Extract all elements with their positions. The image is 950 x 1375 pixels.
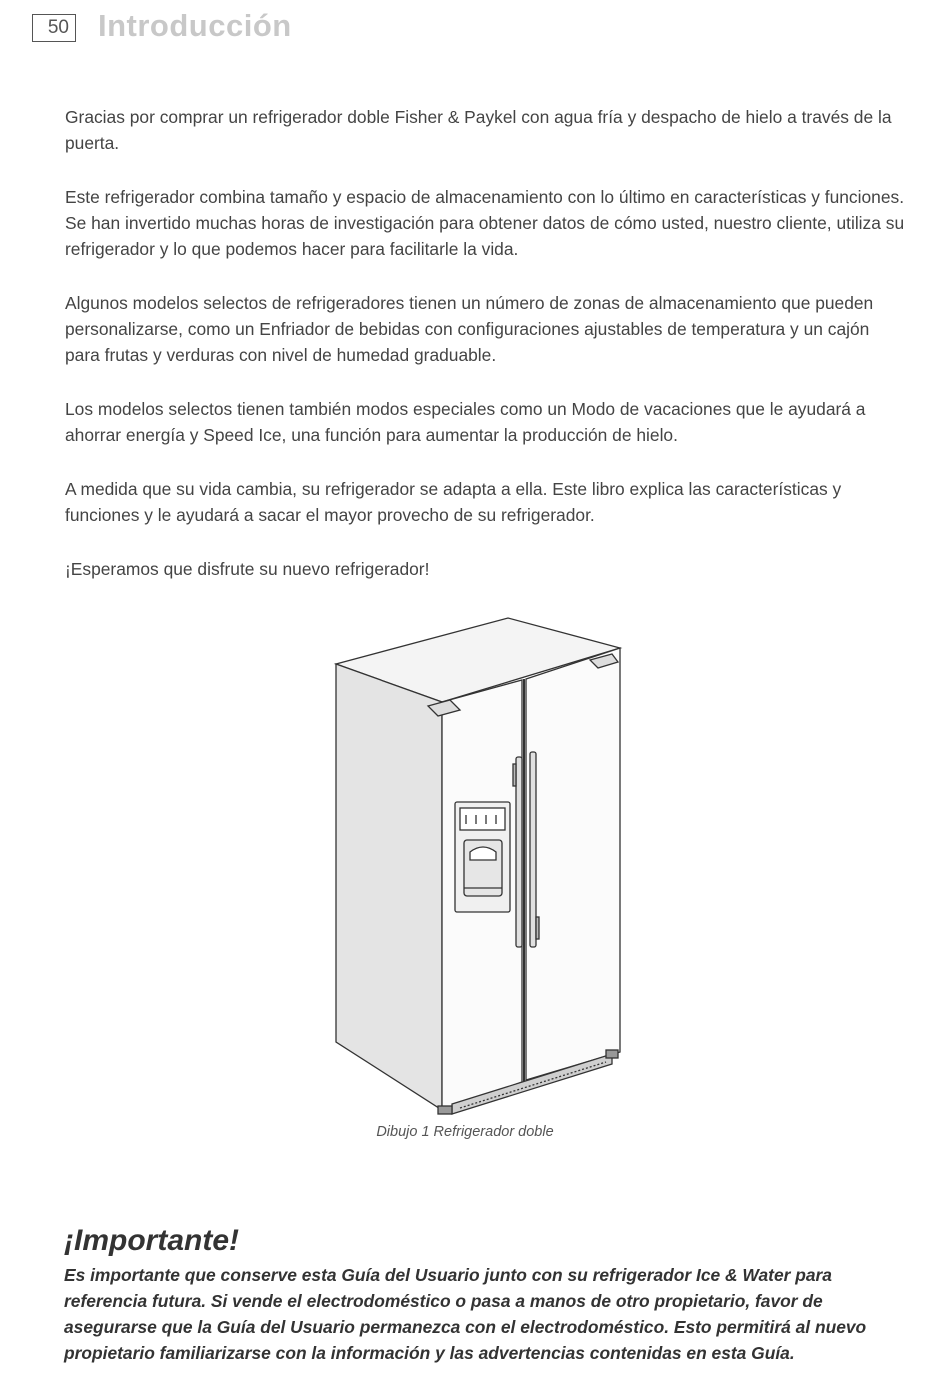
paragraph: Este refrigerador combina tamaño y espacio de almacenamiento con lo último en características y funciones. Se han invertido muchas horas de investigación para obtener datos de cómo usted, nuestro cliente, utiliza su refrigerador y lo que podemos hacer para facilitarle la vida.: [65, 187, 905, 259]
paragraph: A medida que su vida cambia, su refrigerador se adapta a ella. Este libro explica las características y funciones y le ayudará a sacar el mayor provecho de su refrigerador.: [65, 479, 842, 525]
paragraph: ¡Esperamos que disfrute su nuevo refrigerador!: [65, 559, 430, 579]
page-title: Introducción: [98, 8, 292, 43]
important-notice: Es importante que conserve esta Guía del Usuario junto con su refrigerador Ice & Water para referencia futura. Si vende el electrodoméstico o pasa a manos de otro propietario, favor de asegurarse que la Guía del Usuario permanezca con el electrodoméstico. Esto permitirá al nuevo propietario familiarizarse con la información y las advertencias contenidas en esta Guía.: [64, 1265, 867, 1363]
important-heading: ¡Importante!: [64, 1224, 239, 1257]
refrigerator-illustration: [320, 612, 630, 1117]
intro-body: [65, 104, 907, 610]
page-number: 50: [32, 14, 76, 42]
paragraph: Gracias por comprar un refrigerador doble Fisher & Paykel con agua fría y despacho de hielo a través de la puerta.: [65, 107, 892, 153]
paragraph: Los modelos selectos tienen también modos especiales como un Modo de vacaciones que le ayudará a ahorrar energía y Speed Ice, una función para aumentar la producción de hielo.: [65, 399, 866, 445]
paragraph: Algunos modelos selectos de refrigeradores tienen un número de zonas de almacenamiento que pueden personalizarse, como un Enfriador de bebidas con configuraciones ajustables de temperatura y un cajón para frutas y verduras con nivel de humedad graduable.: [65, 293, 874, 365]
figure-caption: Dibujo 1 Refrigerador doble: [376, 1124, 554, 1140]
refrigerator-figure: [0, 612, 950, 1152]
